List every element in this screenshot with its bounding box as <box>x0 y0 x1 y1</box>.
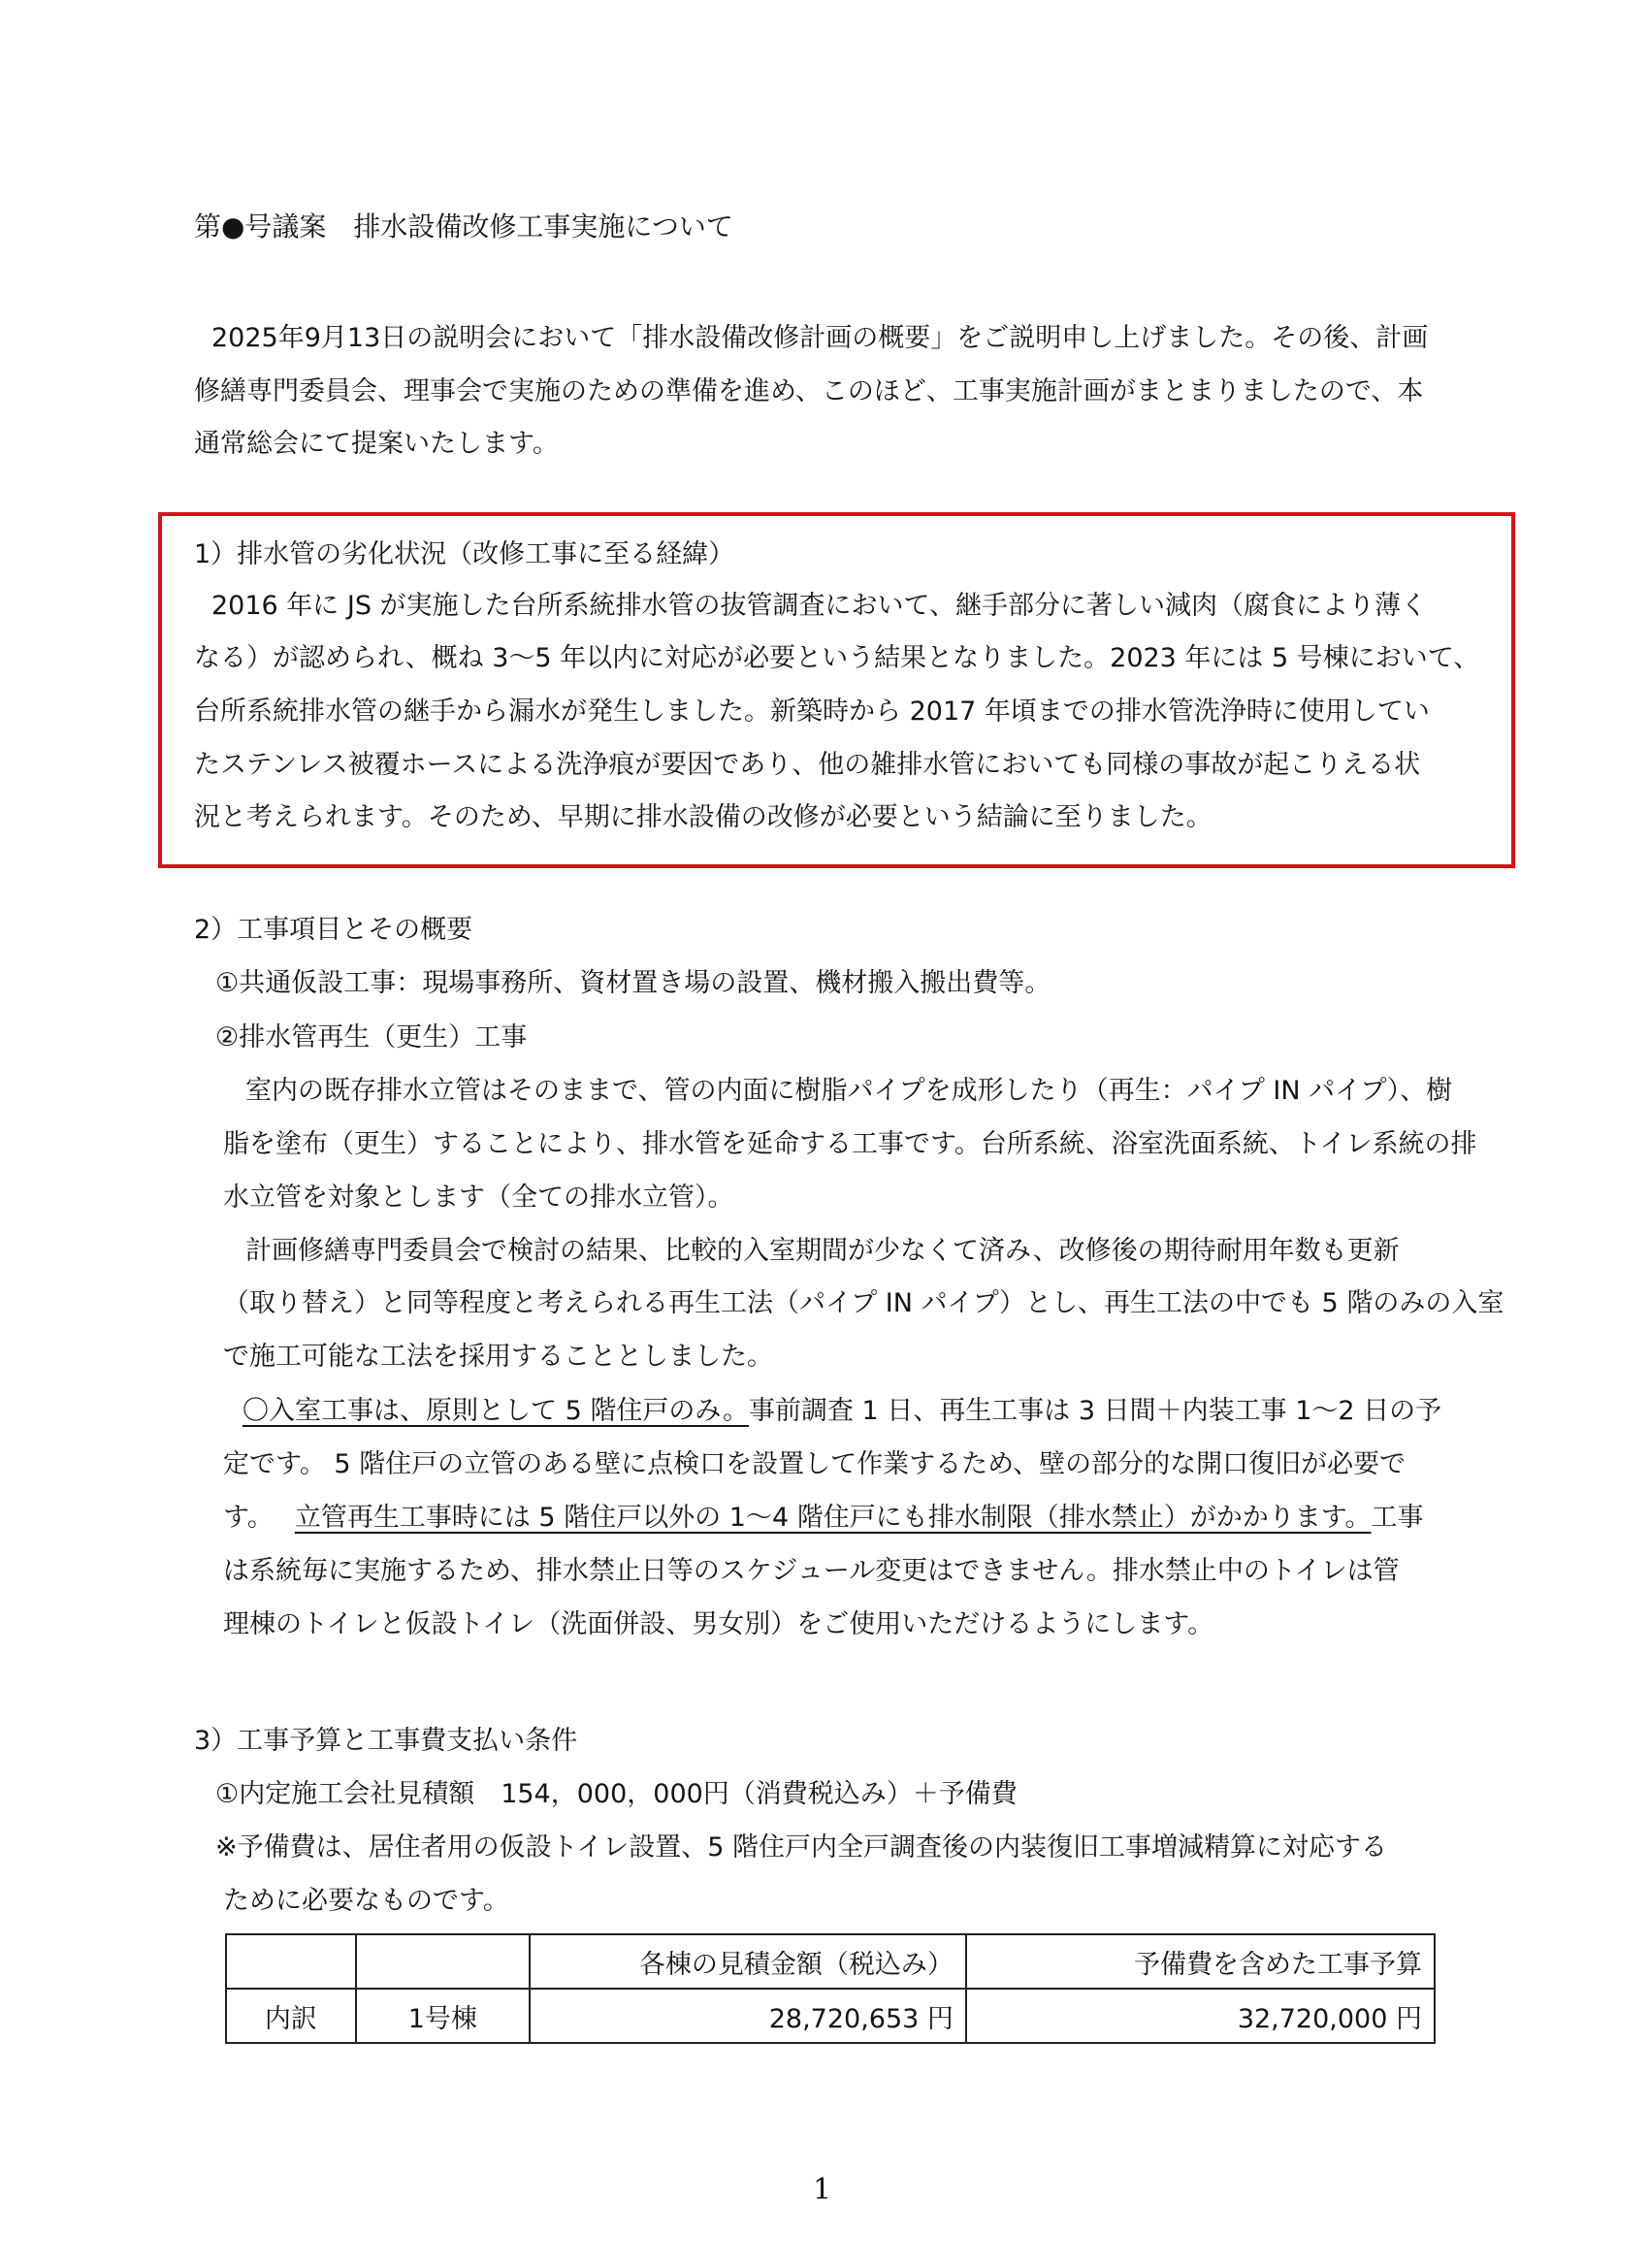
section-2-p1-line: 脂を塗布（更生）することにより、排水管を延命する工事です。台所系統、浴室洗面系統、トイレ系統の排 <box>223 1129 1477 1159</box>
section-1-heading: 1）排水管の劣化状況（改修工事に至る経緯） <box>194 539 735 569</box>
table-cell: 内訳 <box>226 1989 356 2043</box>
section-2-p3-line: 定です。 5 階住戸の立管のある壁に点検口を設置して作業するため、壁の部分的な開口復旧が必要で <box>223 1449 1406 1479</box>
table-header-cell <box>226 1934 356 1989</box>
page-number: 1 <box>813 2173 832 2207</box>
section-1-line: 2016 年に JS が実施した台所系統排水管の抜管調査において、継手部分に著しい減肉（腐食により薄く <box>211 591 1428 621</box>
underlined-note: 立管再生工事時には 5 階住戸以外の 1～4 階住戸にも排水制限（排水禁止）がかかります。 <box>294 1503 1372 1533</box>
section-2-p1-line: 水立管を対象とします（全ての排水立管）。 <box>223 1183 734 1213</box>
intro-line: 修繕専門委員会、理事会で実施のための準備を進め、このほど、工事実施計画がまとまりましたので、本 <box>194 376 1424 406</box>
section-1-line: なる）が認められ、概ね 3～5 年以内に対応が必要という結果となりました。2023 年には 5 号棟において、 <box>194 643 1480 673</box>
section-2-p3-line <box>223 1505 1424 1531</box>
intro-line: 通常総会にて提案いたします。 <box>194 429 559 459</box>
section-2-p2-line: （取り替え）と同等程度と考えられる再生工法（パイプ IN パイプ）とし、再生工法の中でも 5 階のみの入室 <box>223 1288 1504 1318</box>
section-2-p2-line: で施工可能な工法を採用することとしました。 <box>223 1342 773 1372</box>
underlined-note: 〇入室工事は、原則として 5 階住戸のみ。 <box>242 1396 749 1426</box>
section-2-p2-line: 計画修繕専門委員会で検討の結果、比較的入室期間が少なくて済み、改修後の期待耐用年数も更新 <box>245 1236 1400 1266</box>
intro-line: 2025年9月13日の説明会において「排水設備改修計画の概要」をご説明申し上げました。その後、計画 <box>211 323 1429 353</box>
page-title: 第●号議案 排水設備改修工事実施について <box>194 211 733 243</box>
table-header-cell <box>356 1934 530 1989</box>
text-run: 工事 <box>1371 1503 1424 1533</box>
table-header-cell: 予備費を含めた工事予算 <box>966 1934 1435 1989</box>
section-2-item-2: ②排水管再生（更生）工事 <box>215 1022 528 1053</box>
section-2-p3-line: は系統毎に実施するため、排水禁止日等のスケジュール変更はできません。排水禁止中のトイレは管 <box>223 1556 1400 1586</box>
table-cell: 32,720,000 円 <box>966 1989 1435 2043</box>
text-run: 事前調査 1 日、再生工事は 3 日間＋内装工事 1～2 日の予 <box>748 1396 1442 1426</box>
table-header-cell: 各棟の見積金額（税込み） <box>530 1934 966 1989</box>
section-2-p1-line: 室内の既存排水立管はそのままで、管の内面に樹脂パイプを成形したり（再生：パイプ IN パイプ）、樹 <box>245 1076 1453 1106</box>
section-3-note-line: ※予備費は、居住者用の仮設トイレ設置、5 階住戸内全戸調査後の内装復旧工事増減精算に対応する <box>215 1832 1388 1863</box>
section-2-p3-line <box>242 1398 1441 1424</box>
budget-table <box>225 1933 1436 2044</box>
section-2-item-1: ①共通仮設工事：現場事務所、資材置き場の設置、機材搬入搬出費等。 <box>215 968 1051 998</box>
section-1-line: 況と考えられます。そのため、早期に排水設備の改修が必要という結論に至りました。 <box>194 802 1212 832</box>
table-cell: 1号棟 <box>356 1989 530 2043</box>
section-3-note-line: ために必要なものです。 <box>223 1886 509 1916</box>
section-1-line: 台所系統排水管の継手から漏水が発生しました。新築時から 2017 年頃までの排水管洗浄時に使用してい <box>194 697 1430 727</box>
section-2-p3-line: 理棟のトイレと仮設トイレ（洗面併設、男女別）をご使用いただけるようにします。 <box>223 1609 1214 1639</box>
section-1-line: たステンレス被覆ホースによる洗浄痕が要因であり、他の雑排水管においても同様の事故が起こりえる状 <box>194 750 1421 780</box>
section-2-heading: 2）工事項目とその概要 <box>194 915 473 945</box>
section-3-heading: 3）工事予算と工事費支払い条件 <box>194 1726 578 1756</box>
table-header-row <box>226 1934 1435 1989</box>
table-row <box>226 1989 1435 2043</box>
table-cell: 28,720,653 円 <box>530 1989 966 2043</box>
text-run: す。 <box>223 1503 274 1533</box>
section-3-item-1: ①内定施工会社見積額 154，000，000円（消費税込み）＋予備費 <box>215 1779 1018 1809</box>
